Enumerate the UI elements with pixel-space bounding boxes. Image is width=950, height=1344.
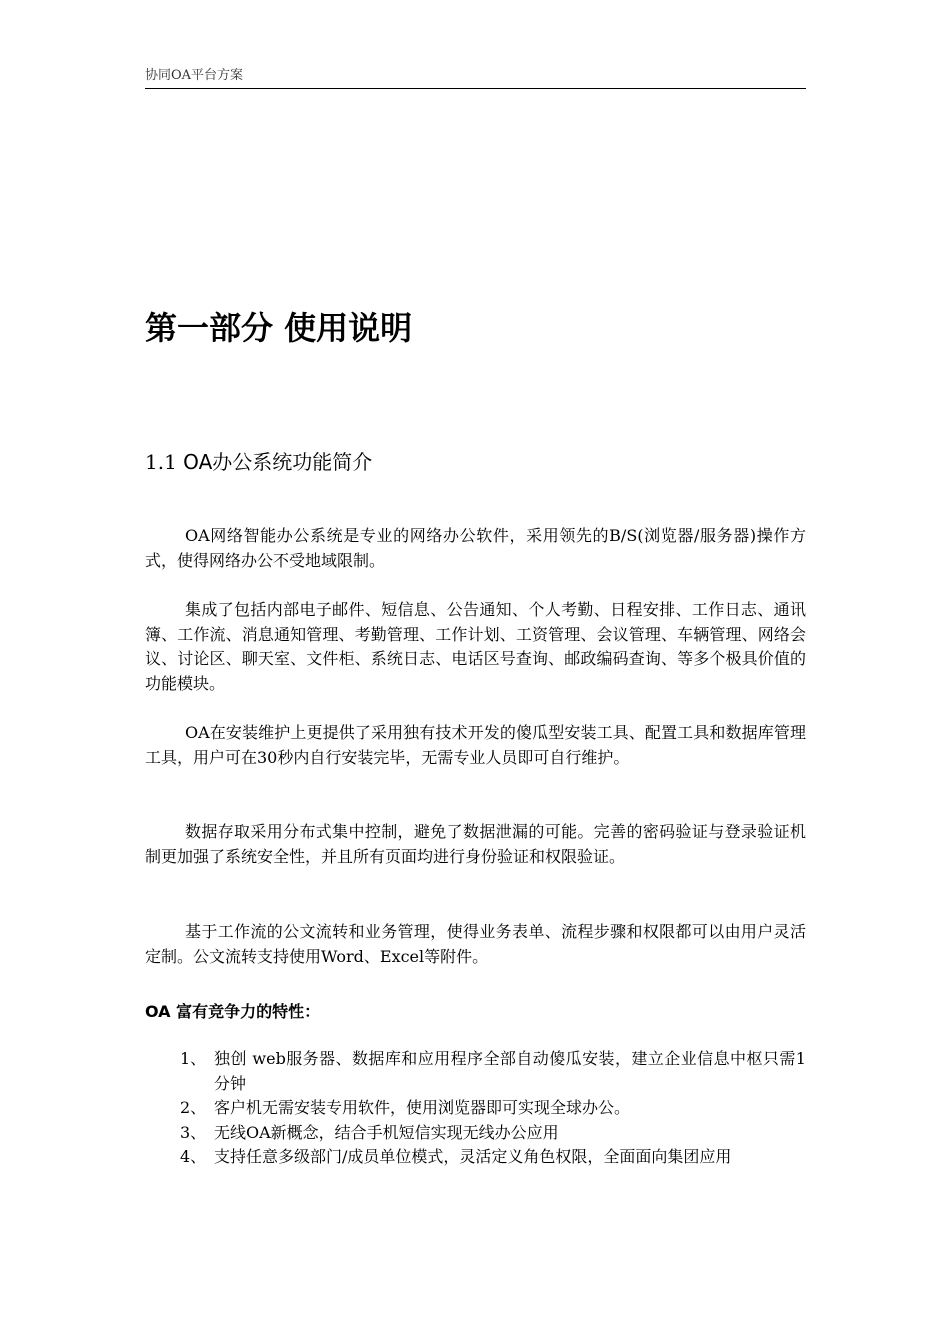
paragraph-3-block [145,721,806,770]
list-item [180,1096,806,1121]
list-text: 独创 web服务器、数据库和应用程序全部自动傻瓜安装，建立企业信息中枢只需1分钟 [214,1049,806,1093]
list-text: 客户机无需安装专用软件，使用浏览器即可实现全球办公。 [214,1098,631,1117]
paragraph-5-block [145,920,806,969]
part-title: 第一部分 使用说明 [145,309,413,347]
list-item [180,1121,806,1146]
paragraph-1-block [145,524,806,573]
features-title: OA 富有竞争力的特性： [145,1002,321,1021]
page-header [145,66,806,89]
list-text: 无线OA新概念，结合手机短信实现无线办公应用 [214,1122,559,1142]
paragraph-4-block [145,820,806,869]
paragraph-2-block [145,598,806,696]
list-item [180,1145,806,1170]
paragraph: 数据存取采用分布式集中控制，避免了数据泄漏的可能。完善的密码验证与登录验证机制更加强了系统安全性，并且所有页面均进行身份验证和权限验证。 [145,822,806,866]
section-number: 1.1 [145,450,177,474]
list-number: 3、 [180,1122,207,1142]
features-list [180,1047,806,1170]
list-number: 1、 [180,1049,207,1068]
paragraph: 集成了包括内部电子邮件、短信息、公告通知、个人考勤、日程安排、工作日志、通讯簿、工作流、消息通知管理、考勤管理、工作计划、工资管理、会议管理、车辆管理、网络会议、讨论区、聊天室、文件柜、系统日志、电话区号查询、邮政编码查询、等多个极具价值的功能模块。 [145,600,806,693]
list-number: 2、 [180,1098,207,1117]
list-item [180,1047,806,1096]
header-title: 协同OA平台方案 [145,68,244,83]
list-text: 支持任意多级部门/成员单位模式，灵活定义角色权限，全面面向集团应用 [214,1147,732,1166]
section-title [145,448,372,476]
paragraph: OA在安装维护上更提供了采用独有技术开发的傻瓜型安装工具、配置工具和数据库管理工具，用户可在30秒内自行安装完毕，无需专业人员即可自行维护。 [145,723,806,767]
paragraph: 基于工作流的公文流转和业务管理，使得业务表单、流程步骤和权限都可以由用户灵活定制。公文流转支持使用Word、Excel等附件。 [145,922,806,966]
paragraph: OA网络智能办公系统是专业的网络办公软件，采用领先的B/S(浏览器/服务器)操作方式，使得网络办公不受地域限制。 [145,526,806,570]
section-name: OA办公系统功能简介 [183,450,373,474]
list-number: 4、 [180,1147,207,1166]
